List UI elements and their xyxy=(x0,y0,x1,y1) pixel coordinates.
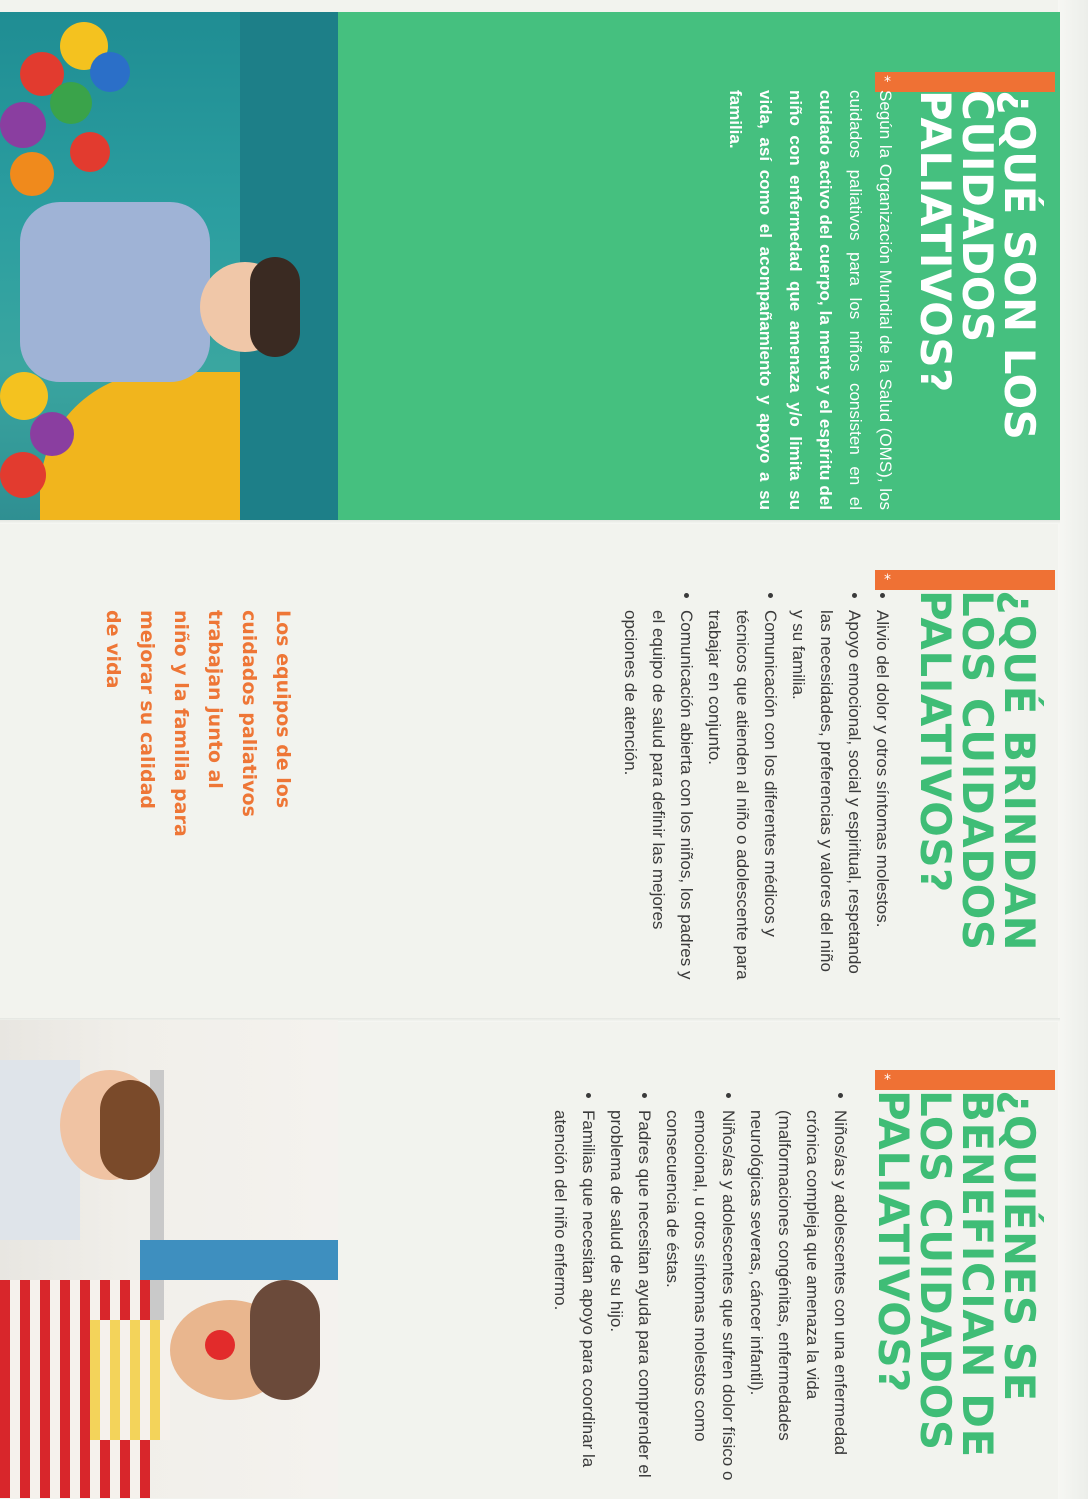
list-item: • Apoyo emocional, social y espiritual, respetando las necesidades, preferencias y valores del niño y su familia. xyxy=(784,610,868,980)
heading-line: PALIATIVOS? xyxy=(911,90,960,393)
ball xyxy=(30,412,74,456)
orange-accent-bar xyxy=(875,570,1055,590)
panel3-heading xyxy=(869,1090,1044,1490)
list-item: • Comunicación con los diferentes médicos y técnicos que atienden al niño o adolescente para trabajar en conjunto. xyxy=(700,610,784,980)
list-item: • Familias que necesitan apoyo para coordinar la atención del niño enfermo. xyxy=(546,1110,602,1490)
paper-edge xyxy=(1058,0,1088,1499)
ball xyxy=(50,82,92,124)
heading-line: ¿QUÉ BRINDAN xyxy=(995,590,1044,952)
ball xyxy=(0,372,48,420)
ball xyxy=(90,52,130,92)
panel1-content xyxy=(720,90,1044,510)
heading-line: ¿QUIÉNES SE xyxy=(995,1090,1044,1402)
panel3-bullets xyxy=(546,1090,854,1490)
list-item: • Comunicación abierta con los niños, los padres y el equipo de salud para definir las mejores opciones de atención. xyxy=(616,610,700,980)
list-item: • Niños/as y adolescentes con una enfermedad crónica compleja que amenaza la vida (malformaciones congénitas, enfermedades neurológicas severas, cáncer infantil). xyxy=(742,1110,854,1490)
list-item: • Padres que necesitan ayuda para comprender el problema de salud de su hijo. xyxy=(602,1110,658,1490)
heading-line: LOS CUIDADOS xyxy=(953,590,1002,951)
ball xyxy=(10,152,54,196)
panel2-bullets xyxy=(616,590,896,980)
heading-line: ¿QUÉ SON LOS xyxy=(995,90,1044,441)
panel2-callout-wrap xyxy=(96,610,300,840)
star-icon: * xyxy=(884,572,891,588)
clown-hat xyxy=(250,1280,320,1400)
panel1-paragraph xyxy=(720,90,900,510)
panel1-heading xyxy=(911,90,1044,510)
fold-line xyxy=(0,520,1060,524)
orange-accent-bar xyxy=(875,72,1055,92)
orange-accent-bar xyxy=(875,1070,1055,1090)
child-hair xyxy=(100,1080,160,1180)
heading-line: PALIATIVOS? xyxy=(911,590,960,893)
panel2-heading xyxy=(911,590,1044,980)
list-item: • Alivio del dolor y otros síntomas molestos. xyxy=(868,610,896,980)
ball xyxy=(0,452,46,498)
panel2-content xyxy=(616,590,1044,980)
ball xyxy=(0,102,46,148)
panel1-text-bold: cuidado activo del cuerpo, la mente y el espíritu del niño con enfermedad que amenaza y/o limita su vida, así como el acompañamiento y apoyo a su familia. xyxy=(726,90,835,510)
heading-line: LOS CUIDADOS xyxy=(911,1090,960,1451)
child-sweater xyxy=(20,202,210,382)
child-hair xyxy=(250,257,300,357)
photo-clowns-hospital xyxy=(0,1020,338,1498)
ball xyxy=(70,132,110,172)
panel2-callout: Los equipos de los cuidados paliativos trabajan junto al niño y la familia para mejorar su calidad de vida xyxy=(102,610,294,837)
blue-pole xyxy=(140,1240,338,1280)
panel3-content xyxy=(546,1090,1044,1490)
star-icon: * xyxy=(884,74,891,90)
clown-sleeve xyxy=(90,1320,170,1440)
photo-child-ball-pit xyxy=(0,12,338,520)
clown-red-nose xyxy=(205,1330,235,1360)
heading-line: BENEFICIAN DE xyxy=(953,1090,1002,1458)
panel1-text-normal: Según la Organización Mundial de la Salud (OMS), los cuidados paliativos para los niños consisten en el xyxy=(846,90,895,510)
list-item: • Niños/as y adolescentes que sufren dolor físico o emocional, u otros síntomas molestos como consecuencia de éstas. xyxy=(658,1110,742,1490)
heading-line: CUIDADOS xyxy=(953,90,1002,343)
heading-line: PALIATIVOS? xyxy=(869,1090,918,1393)
star-icon: * xyxy=(884,1072,891,1088)
